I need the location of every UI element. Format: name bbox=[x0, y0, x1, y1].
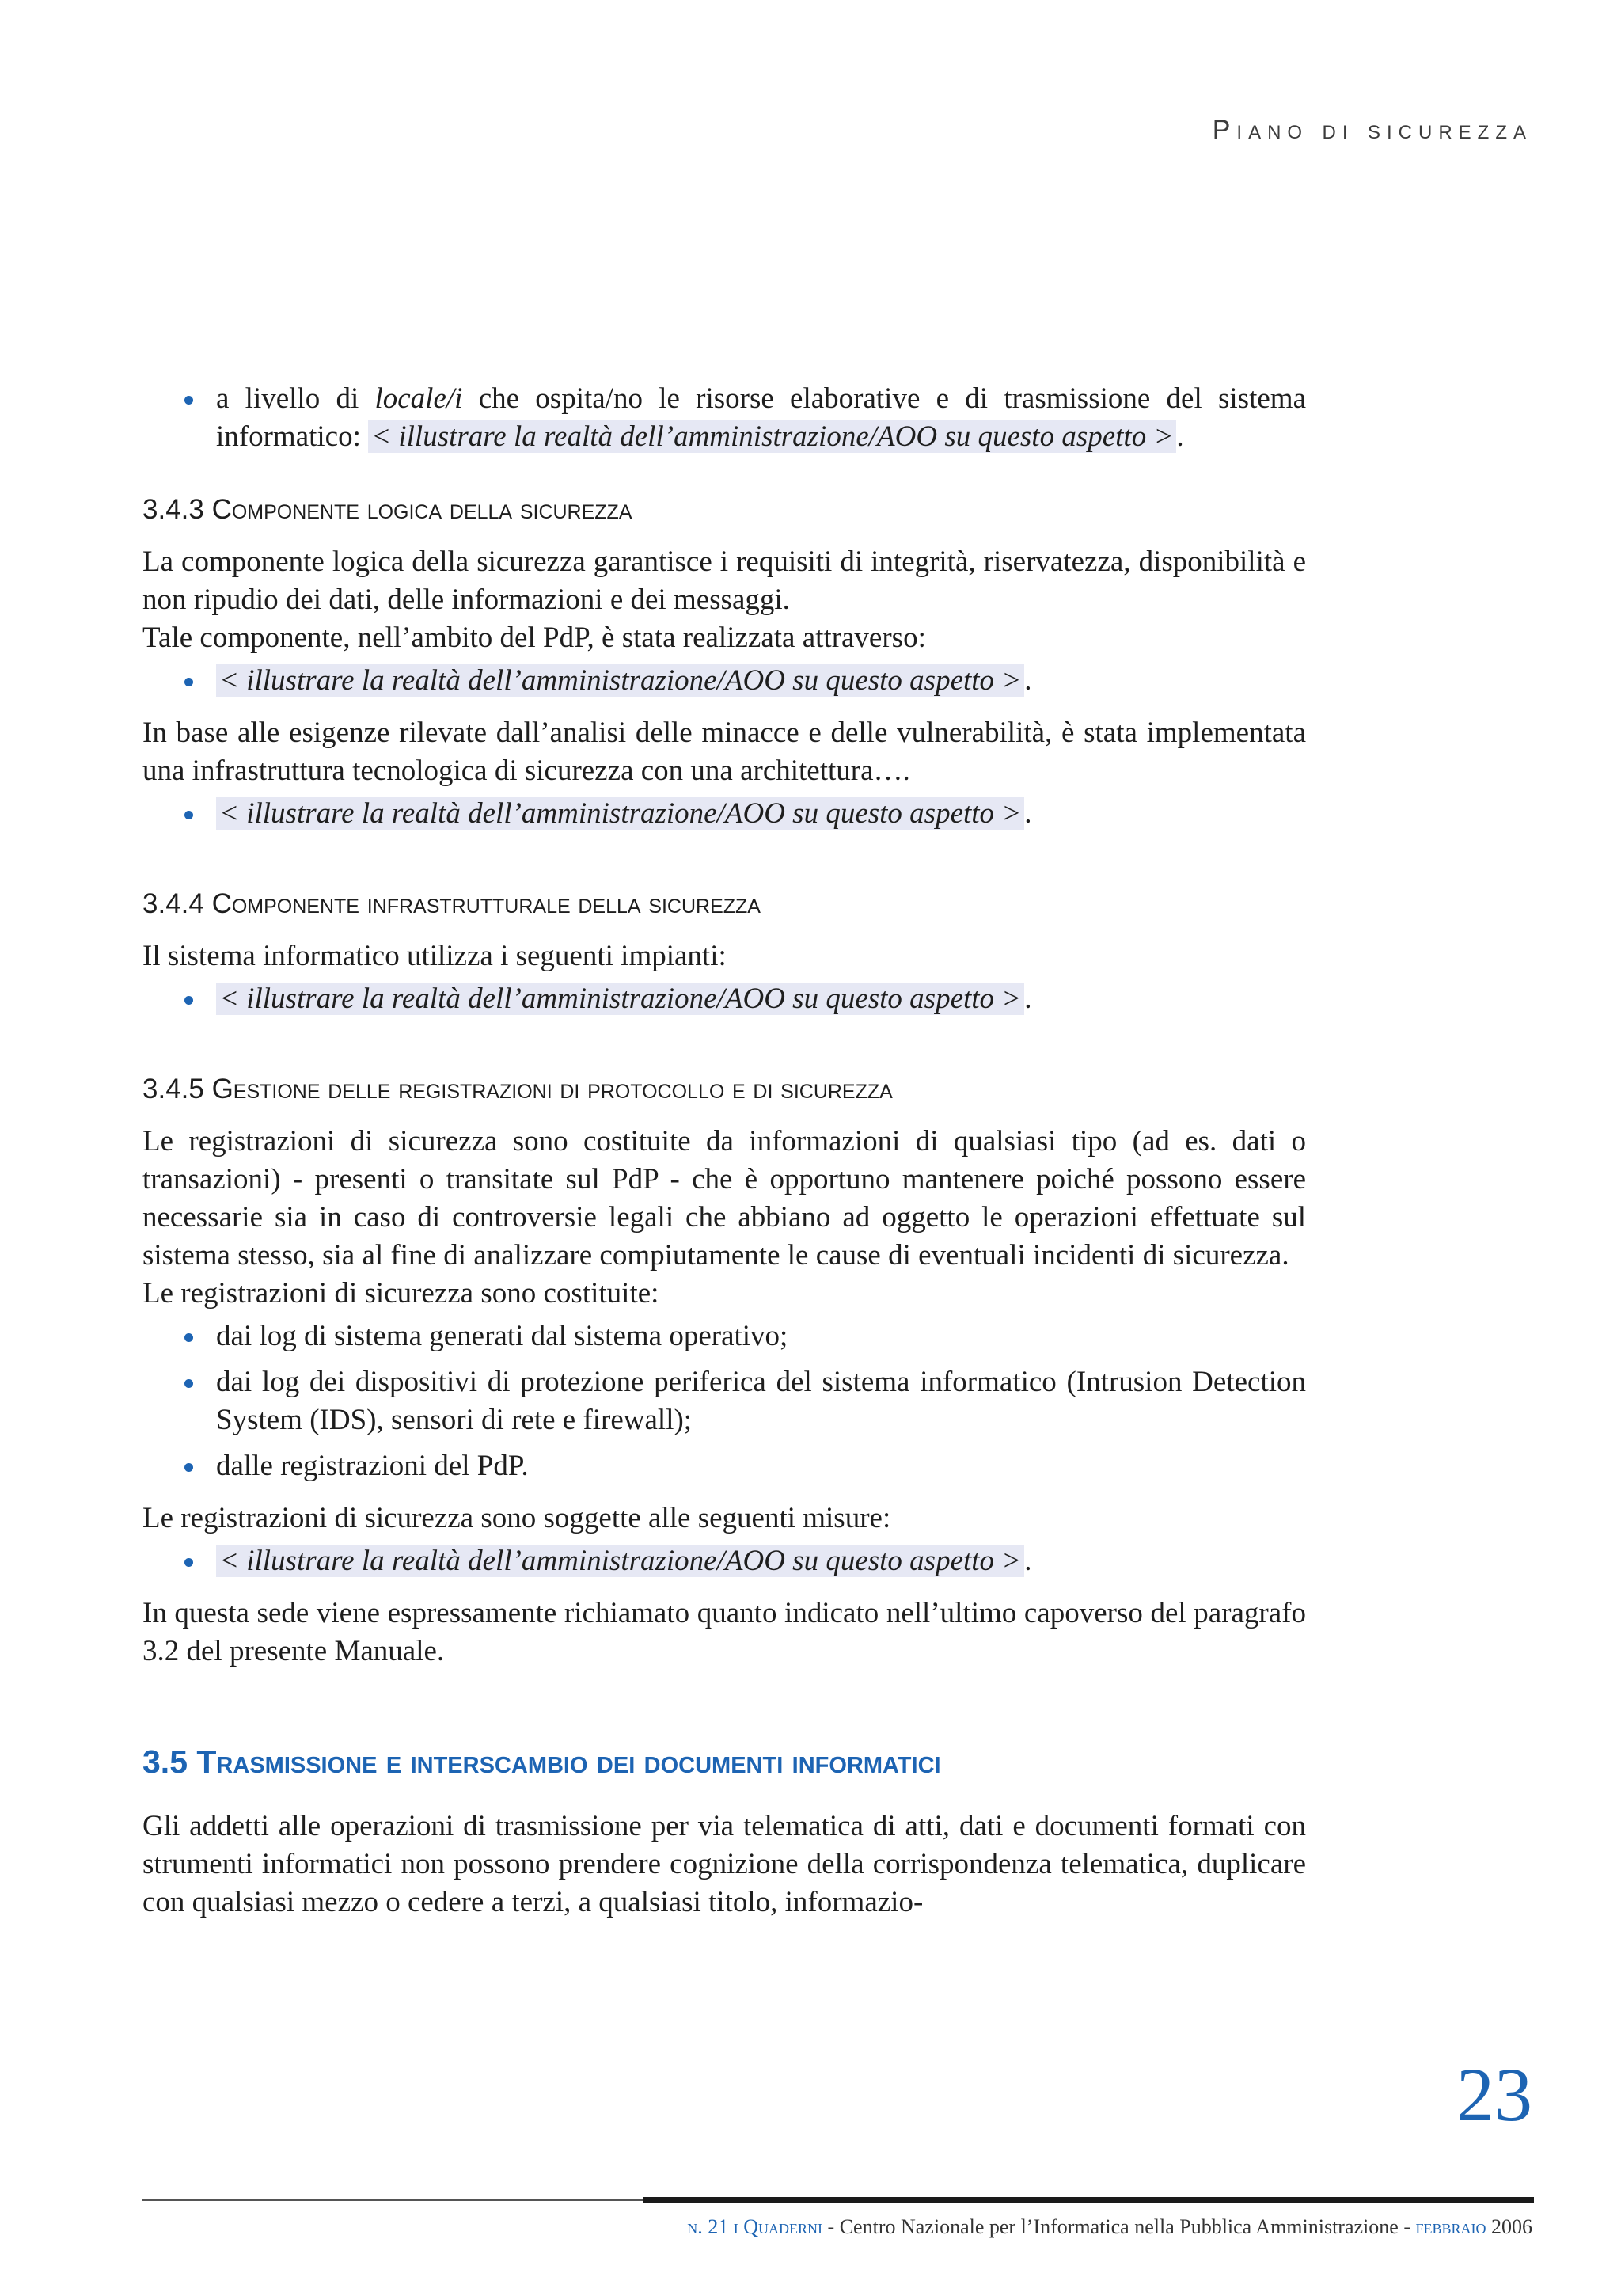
list-item: < illustrare la realtà dell’amministrazione/AOO su questo aspetto > . bbox=[216, 980, 1306, 1018]
placeholder-highlight: < illustrare la realtà dell’amministrazione/AOO su questo aspetto > bbox=[216, 1545, 1024, 1577]
paragraph: In base alle esigenze rilevate dall’analisi delle minacce e delle vulnerabilità, è stata implementata una infrastruttura tecnologica di sicurezza con una architettura…. bbox=[142, 717, 1306, 787]
paragraph: In questa sede viene espressamente richiamato quanto indicato nell’ultimo capoverso del paragrafo 3.2 del presente Manuale. bbox=[142, 1597, 1306, 1667]
footer: n. 21 i Quaderni - Centro Nazionale per l’Informatica nella Pubblica Amministrazione - febbraio 2006 bbox=[687, 2215, 1532, 2238]
bullet-icon bbox=[184, 996, 193, 1005]
section-heading-3-4-3: 3.4.3 Componente logica della sicurezza bbox=[142, 494, 632, 525]
section-heading-3-4-4: 3.4.4 Componente infrastrutturale della sicurezza bbox=[142, 888, 761, 919]
list-item: < illustrare la realtà dell’amministrazione/AOO su questo aspetto > . bbox=[216, 662, 1306, 700]
page-body bbox=[142, 380, 1306, 1922]
section-heading-3-5: 3.5 Trasmissione e interscambio dei documenti informatici bbox=[142, 1743, 941, 1780]
list-item: dai log di sistema generati dal sistema operativo; bbox=[216, 1317, 1306, 1355]
bullet-list bbox=[142, 1317, 1306, 1485]
footer-rule bbox=[142, 2199, 649, 2201]
bullet-icon bbox=[184, 1463, 193, 1472]
paragraph: La componente logica della sicurezza garantisce i requisiti di integrità, riservatezza, disponibilità e non ripudio dei dati, delle informazioni e dei messaggi. bbox=[142, 545, 1306, 616]
bullet-icon bbox=[184, 811, 193, 819]
bullet-icon bbox=[184, 1333, 193, 1342]
list-item: < illustrare la realtà dell’amministrazione/AOO su questo aspetto > . bbox=[216, 1542, 1306, 1580]
locale-bullet-list bbox=[142, 380, 1306, 456]
placeholder-highlight: < illustrare la realtà dell’amministrazione/AOO su questo aspetto > bbox=[216, 983, 1024, 1015]
running-head: Piano di sicurezza bbox=[1212, 115, 1532, 145]
paragraph: Gli addetti alle operazioni di trasmissione per via telematica di atti, dati e documenti formati con strumenti informatici non possono prendere cognizione della corrispondenza telematica, duplicare con qualsiasi mezzo o cedere a terzi, a qualsiasi titolo, informazio- bbox=[142, 1810, 1306, 1918]
bullet-icon bbox=[184, 1558, 193, 1567]
list-item: dalle registrazioni del PdP. bbox=[216, 1447, 1306, 1485]
section-heading-3-4-5: 3.4.5 Gestione delle registrazioni di protocollo e di sicurezza bbox=[142, 1074, 893, 1104]
footer-date-month: febbraio bbox=[1415, 2215, 1486, 2238]
bullet-list bbox=[142, 662, 1306, 700]
bullet-icon bbox=[184, 678, 193, 686]
footer-date-year: 2006 bbox=[1486, 2215, 1532, 2238]
bullet-icon bbox=[184, 396, 193, 405]
list-item: a livello di locale/i che ospita/no le risorse elaborative e di trasmissione del sistema informatico: < illustrare la realtà dell’amministrazione/AOO su questo aspetto > . bbox=[216, 380, 1306, 456]
placeholder-highlight: < illustrare la realtà dell’amministrazione/AOO su questo aspetto > bbox=[216, 797, 1024, 830]
footer-org: Centro Nazionale per l’Informatica nella Pubblica Amministrazione bbox=[839, 2215, 1399, 2238]
bullet-list bbox=[142, 980, 1306, 1018]
paragraph: Tale componente, nell’ambito del PdP, è stata realizzata attraverso: bbox=[142, 622, 926, 654]
bullet-icon bbox=[184, 1379, 193, 1388]
placeholder-highlight: < illustrare la realtà dell’amministrazione/AOO su questo aspetto > bbox=[216, 664, 1024, 697]
paragraph: Il sistema informatico utilizza i seguenti impianti: bbox=[142, 940, 727, 972]
list-item: dai log dei dispositivi di protezione periferica del sistema informatico (Intrusion Detection System (IDS), sensori di rete e firewall); bbox=[216, 1363, 1306, 1439]
bullet-list bbox=[142, 1542, 1306, 1580]
placeholder-highlight: < illustrare la realtà dell’amministrazione/AOO su questo aspetto > bbox=[368, 420, 1176, 453]
footer-series: n. 21 i Quaderni bbox=[687, 2215, 823, 2238]
bullet-list bbox=[142, 795, 1306, 833]
footer-rule-bold bbox=[643, 2197, 1534, 2203]
list-item: < illustrare la realtà dell’amministrazione/AOO su questo aspetto > . bbox=[216, 795, 1306, 833]
page-number: 23 bbox=[1456, 2052, 1532, 2137]
paragraph: Le registrazioni di sicurezza sono soggette alle seguenti misure: bbox=[142, 1502, 891, 1534]
paragraph: Le registrazioni di sicurezza sono costituite da informazioni di qualsiasi tipo (ad es. dati o transazioni) - presenti o transitate sul PdP - che è opportuno mantenere poiché possono essere necessarie sia in caso di controversie legali che abbiano ad oggetto le operazioni effettuate sul sistema stesso, sia al fine di analizzare compiutamente le cause di eventuali incidenti di sicurezza. bbox=[142, 1125, 1306, 1272]
paragraph: Le registrazioni di sicurezza sono costituite: bbox=[142, 1277, 659, 1310]
